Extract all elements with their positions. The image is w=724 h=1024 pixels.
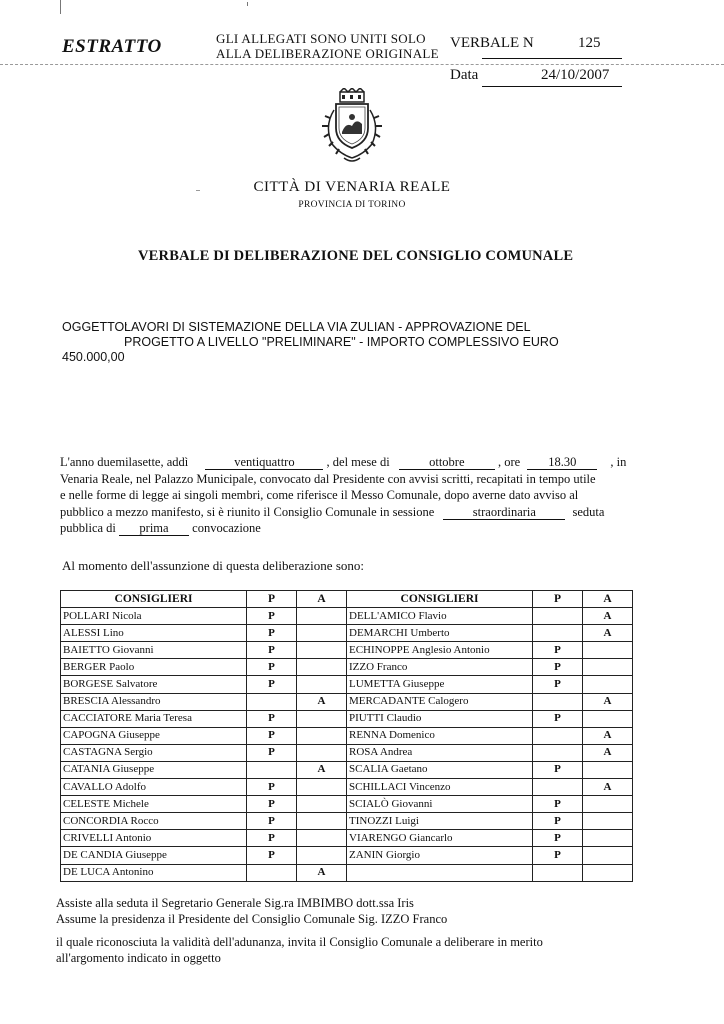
councillor-name: CAPOGNA Giuseppe: [61, 727, 247, 744]
absent-mark: A: [583, 625, 633, 642]
oggetto-text: [124, 320, 594, 350]
present-mark: P: [533, 830, 583, 847]
city-name: CITTÀ DI VENARIA REALE: [253, 179, 451, 195]
allegati-line-1: GLI ALLEGATI SONO UNITI SOLO: [216, 31, 426, 46]
table-row: [61, 710, 633, 727]
absent-mark: [297, 676, 347, 693]
oggetto-line-2: PROGETTO A LIVELLO "PRELIMINARE" - IMPORTO COMPLESSIVO EURO: [124, 335, 559, 349]
present-mark: P: [533, 813, 583, 830]
present-mark: P: [533, 761, 583, 778]
councillor-name: IZZO Franco: [347, 659, 533, 676]
table-row: [61, 642, 633, 659]
giorno-value: ventiquattro: [205, 456, 323, 470]
absent-mark: [297, 847, 347, 864]
sessione-value: straordinaria: [443, 506, 565, 520]
table-row: [61, 864, 633, 881]
present-mark: [533, 727, 583, 744]
absent-mark: [583, 642, 633, 659]
table-header-row: [61, 591, 633, 608]
present-mark: P: [247, 608, 297, 625]
mese-value: ottobre: [399, 456, 495, 470]
councillor-name: ECHINOPPE Anglesio Antonio: [347, 642, 533, 659]
scan-dash: [196, 190, 200, 191]
councillor-name: [347, 864, 533, 881]
verbale-number: 125: [578, 35, 601, 51]
present-mark: [533, 744, 583, 761]
absent-mark: [297, 727, 347, 744]
column-header-consiglieri: CONSIGLIERI: [347, 591, 533, 608]
intro-text: pubblica di: [60, 521, 116, 535]
column-header-consiglieri: CONSIGLIERI: [61, 591, 247, 608]
councillor-name: CACCIATORE Maria Teresa: [61, 710, 247, 727]
absent-mark: A: [297, 693, 347, 710]
councillor-name: CASTAGNA Sergio: [61, 744, 247, 761]
councillor-name: SCHILLACI Vincenzo: [347, 779, 533, 796]
intro-text: , in: [610, 455, 627, 469]
data-label: Data: [450, 67, 479, 83]
councillor-name: ZANIN Giorgio: [347, 847, 533, 864]
verbale-underline: [482, 58, 622, 59]
present-mark: [533, 608, 583, 625]
absent-mark: [583, 847, 633, 864]
councillor-name: POLLARI Nicola: [61, 608, 247, 625]
intro-line-4: [60, 504, 650, 521]
table-row: [61, 744, 633, 761]
councillor-name: ROSA Andrea: [347, 744, 533, 761]
present-mark: [533, 625, 583, 642]
councillor-name: DEMARCHI Umberto: [347, 625, 533, 642]
councillor-name: DE CANDIA Giuseppe: [61, 847, 247, 864]
present-mark: P: [247, 659, 297, 676]
present-mark: P: [533, 710, 583, 727]
absent-mark: [297, 796, 347, 813]
header-divider: [0, 64, 724, 65]
closing-line-1: Assiste alla seduta il Segretario Generale Sig.ra IMBIMBO dott.ssa Iris: [56, 896, 414, 910]
absent-mark: [583, 830, 633, 847]
oggetto-label: OGGETTO:: [62, 320, 128, 334]
absent-mark: [583, 796, 633, 813]
table-row: [61, 813, 633, 830]
councillor-name: RENNA Domenico: [347, 727, 533, 744]
present-mark: P: [247, 779, 297, 796]
present-mark: P: [533, 659, 583, 676]
estratto-label: ESTRATTO: [62, 36, 162, 57]
attendance-table: [60, 590, 633, 882]
present-mark: P: [247, 830, 297, 847]
absent-mark: [297, 744, 347, 761]
councillor-name: CONCORDIA Rocco: [61, 813, 247, 830]
present-mark: [247, 693, 297, 710]
absent-mark: [583, 676, 633, 693]
column-header-absent: A: [583, 591, 633, 608]
convocazione-value: prima: [119, 522, 189, 536]
intro-text: pubblico a mezzo manifesto, si è riunito il Consiglio Comunale in sessione: [60, 504, 435, 519]
present-mark: P: [533, 796, 583, 813]
table-row: [61, 608, 633, 625]
column-header-present: P: [533, 591, 583, 608]
present-mark: [533, 864, 583, 881]
councillor-name: BRESCIA Alessandro: [61, 693, 247, 710]
councillor-name: MERCADANTE Calogero: [347, 693, 533, 710]
present-mark: P: [533, 847, 583, 864]
absent-mark: [297, 608, 347, 625]
present-mark: P: [533, 642, 583, 659]
oggetto-line-3: 450.000,00: [62, 350, 125, 364]
absent-mark: [583, 761, 633, 778]
allegati-line-2: ALLA DELIBERAZIONE ORIGINALE: [216, 46, 439, 61]
scan-mark: [60, 0, 61, 14]
intro-text: , del mese di: [326, 455, 390, 469]
data-value: 24/10/2007: [541, 67, 610, 83]
councillor-name: CELESTE Michele: [61, 796, 247, 813]
present-mark: [247, 761, 297, 778]
absent-mark: [297, 813, 347, 830]
present-mark: P: [247, 727, 297, 744]
table-row: [61, 779, 633, 796]
closing-block: [56, 896, 616, 966]
table-row: [61, 625, 633, 642]
councillor-name: CRIVELLI Antonio: [61, 830, 247, 847]
absent-mark: A: [583, 779, 633, 796]
oggetto-line-1: LAVORI DI SISTEMAZIONE DELLA VIA ZULIAN - APPROVAZIONE DEL: [124, 320, 531, 334]
councillor-name: CATANIA Giuseppe: [61, 761, 247, 778]
document-title: VERBALE DI DELIBERAZIONE DEL CONSIGLIO COMUNALE: [138, 248, 574, 264]
councillor-name: DE LUCA Antonino: [61, 864, 247, 881]
absent-mark: A: [297, 864, 347, 881]
absent-mark: [583, 864, 633, 881]
column-header-present: P: [247, 591, 297, 608]
councillor-name: PIUTTI Claudio: [347, 710, 533, 727]
intro-text: seduta: [572, 504, 605, 519]
councillor-name: VIARENGO Giancarlo: [347, 830, 533, 847]
present-mark: [247, 864, 297, 881]
present-mark: [533, 779, 583, 796]
present-mark: P: [247, 642, 297, 659]
councillor-name: CAVALLO Adolfo: [61, 779, 247, 796]
closing-line-4: all'argomento indicato in oggetto: [56, 950, 221, 965]
absent-mark: A: [583, 744, 633, 761]
intro-paragraph: [60, 454, 650, 537]
councillor-name: DELL'AMICO Flavio: [347, 608, 533, 625]
present-mark: P: [247, 744, 297, 761]
present-mark: [533, 693, 583, 710]
intro-line-1: [60, 454, 650, 471]
intro-text: , ore: [497, 455, 521, 469]
table-row: [61, 727, 633, 744]
absent-mark: A: [297, 761, 347, 778]
councillor-name: SCIALÒ Giovanni: [347, 796, 533, 813]
councillor-name: LUMETTA Giuseppe: [347, 676, 533, 693]
present-mark: P: [247, 796, 297, 813]
allegati-notice: [216, 31, 439, 61]
table-row: [61, 761, 633, 778]
absent-mark: [583, 659, 633, 676]
absent-mark: A: [583, 727, 633, 744]
present-mark: P: [247, 847, 297, 864]
intro-text: convocazione: [192, 521, 261, 535]
closing-line-3: il quale riconosciuta la validità dell'adunanza, invita il Consiglio Comunale a deliberare in merito: [56, 935, 543, 949]
attendance-intro: Al momento dell'assunzione di questa deliberazione sono:: [62, 558, 364, 573]
present-mark: P: [247, 676, 297, 693]
councillor-name: ALESSI Lino: [61, 625, 247, 642]
intro-line-2: Venaria Reale, nel Palazzo Municipale, convocato dal Presidente con avvisi scritti, recapitati in tempo utile: [60, 471, 596, 486]
present-mark: P: [247, 813, 297, 830]
attendance-body: [61, 608, 633, 882]
data-underline: [482, 86, 622, 87]
councillor-name: BERGER Paolo: [61, 659, 247, 676]
ore-value: 18.30: [527, 456, 597, 470]
city-coat-of-arms-icon: [318, 88, 386, 164]
closing-line-2: Assume la presidenza il Presidente del Consiglio Comunale Sig. IZZO Franco: [56, 911, 448, 926]
present-mark: P: [533, 676, 583, 693]
table-row: [61, 659, 633, 676]
table-row: [61, 830, 633, 847]
table-row: [61, 796, 633, 813]
councillor-name: BAIETTO Giovanni: [61, 642, 247, 659]
absent-mark: [583, 813, 633, 830]
councillor-name: SCALIA Gaetano: [347, 761, 533, 778]
present-mark: P: [247, 710, 297, 727]
absent-mark: [297, 642, 347, 659]
absent-mark: [297, 659, 347, 676]
province-name: PROVINCIA DI TORINO: [298, 200, 406, 210]
absent-mark: [297, 625, 347, 642]
absent-mark: [297, 779, 347, 796]
table-row: [61, 847, 633, 864]
councillor-name: TINOZZI Luigi: [347, 813, 533, 830]
intro-line-3: e nelle forme di legge ai singoli membri, come riferisce il Messo Comunale, dopo averne dato avviso al: [60, 488, 579, 502]
absent-mark: [297, 710, 347, 727]
absent-mark: A: [583, 693, 633, 710]
intro-text: L'anno duemilasette, addì: [60, 455, 189, 469]
verbale-label: VERBALE N: [450, 35, 534, 51]
column-header-absent: A: [297, 591, 347, 608]
table-row: [61, 676, 633, 693]
absent-mark: [297, 830, 347, 847]
councillor-name: BORGESE Salvatore: [61, 676, 247, 693]
table-row: [61, 693, 633, 710]
scan-mark: [247, 2, 248, 6]
absent-mark: [583, 710, 633, 727]
intro-line-5: [60, 520, 650, 537]
absent-mark: A: [583, 608, 633, 625]
present-mark: P: [247, 625, 297, 642]
